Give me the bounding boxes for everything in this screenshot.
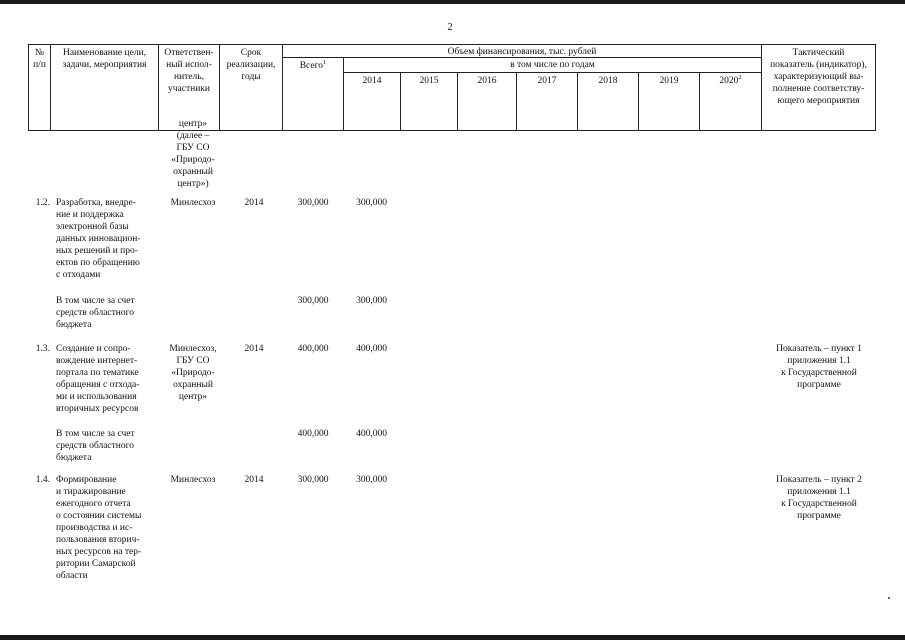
responsible-line: Минлесхоз — [170, 198, 216, 208]
header-col-indicator-line: характеризующий вы- — [773, 72, 864, 82]
header-by-years-text: в том числе по годам — [510, 60, 595, 70]
header-year-2017 — [516, 72, 578, 131]
header-year-text: 2019 — [659, 76, 679, 86]
row-number: 1.3. — [35, 344, 50, 354]
page-bottom-edge — [0, 635, 905, 640]
header-col-name-line: задачи, мероприятия — [62, 60, 147, 70]
header-col-total — [282, 57, 344, 131]
row-name-line: ных решений и про- — [56, 246, 138, 256]
row-name-line: бюджета — [56, 320, 92, 330]
header-col-term-line: годы — [241, 72, 261, 82]
page-number: 2 — [447, 22, 453, 33]
row-name — [56, 474, 160, 582]
responsible-line: (далее – — [176, 131, 210, 141]
row-name-line: вторичных ресурсов — [56, 404, 139, 414]
row-2014-value: 300,000 — [356, 198, 387, 208]
header-col-term — [219, 44, 283, 131]
row-total: 300,000 — [297, 198, 329, 208]
responsible-line: Минлесхоз, — [169, 344, 217, 354]
header-col-number — [28, 44, 51, 131]
header-year-2020-footnote: 2 — [738, 74, 742, 81]
indicator-line: Показатель – пункт 1 — [776, 344, 862, 354]
row-name-line: производства и ис- — [56, 523, 133, 533]
header-by-years — [343, 57, 762, 73]
row-responsible — [158, 474, 228, 486]
row-name-line: Формирование — [56, 475, 117, 485]
header-col-total-text: Всего — [299, 61, 324, 71]
header-col-term-line: реализации, — [226, 60, 276, 70]
row-name — [56, 197, 160, 281]
header-col-number-line: п/п — [33, 60, 46, 70]
header-year-2016 — [457, 72, 517, 131]
row-name-line: В том числе за счет — [56, 429, 135, 439]
indicator-line: программе — [797, 511, 841, 521]
row-total: 300,000 — [297, 296, 329, 306]
header-col-name-line: Наименование цели, — [62, 48, 147, 58]
header-year-2015 — [400, 72, 458, 131]
row-total: 400,000 — [297, 344, 329, 354]
row-name-line: ми и использования — [56, 392, 137, 402]
row-2014-value: 400,000 — [356, 429, 387, 439]
row-name-line: обращения с отхода- — [56, 380, 140, 390]
header-col-indicator — [761, 44, 876, 131]
row-name-line: Разработка, внедре- — [56, 198, 136, 208]
header-year-2014 — [343, 72, 401, 131]
continuation-responsible — [158, 118, 228, 190]
responsible-line: охранный — [173, 167, 213, 177]
header-year-text: 2018 — [598, 76, 618, 86]
row-number: 1.2. — [35, 198, 50, 208]
row-term: 2014 — [244, 198, 264, 208]
row-responsible — [158, 343, 228, 403]
row-name-line: с отходами — [56, 270, 101, 280]
indicator-line: программе — [797, 380, 841, 390]
row-responsible — [158, 197, 228, 209]
header-col-responsible-line: нитель, — [174, 72, 204, 82]
header-col-name — [50, 44, 159, 131]
indicator-line: к Государственной — [781, 499, 857, 509]
row-name-line: пользования вторич- — [56, 535, 140, 545]
responsible-line: охранный — [173, 380, 213, 390]
row-name-line: ектов по обращению — [56, 258, 140, 268]
header-col-indicator-line: полнение соответству- — [772, 84, 865, 94]
responsible-line: Минлесхоз — [170, 475, 216, 485]
row-name-line: средств областного — [56, 308, 135, 318]
header-year-text: 2017 — [537, 76, 557, 86]
row-name — [56, 428, 160, 464]
row-name-line: портала по тематике — [56, 368, 139, 378]
row-name-line: электронной базы — [56, 222, 129, 232]
row-2014-value: 300,000 — [356, 296, 387, 306]
responsible-line: ГБУ СО — [176, 356, 210, 366]
row-name-line: ежегодного отчета — [56, 499, 131, 509]
header-funding-title — [282, 44, 762, 58]
header-col-responsible-line: ный испол- — [166, 60, 212, 70]
row-name-line: В том числе за счет — [56, 296, 135, 306]
row-name-line: о состоянии системы — [56, 511, 142, 521]
row-name-line: области — [56, 571, 88, 581]
header-year-2020 — [699, 72, 762, 131]
row-name-line: данных инновацион- — [56, 234, 141, 244]
row-name-line: ных ресурсов на тер- — [56, 547, 142, 557]
row-indicator — [762, 474, 876, 522]
row-indicator — [762, 343, 876, 391]
header-col-number-line: № — [34, 48, 45, 58]
header-col-responsible-line: Ответствен- — [164, 48, 214, 58]
responsible-line: ГБУ СО — [176, 143, 210, 153]
responsible-line: центр» — [178, 392, 208, 402]
header-year-text: 2016 — [477, 76, 497, 86]
header-col-indicator-line: показатель (индикатор), — [770, 60, 867, 70]
indicator-line: к Государственной — [781, 368, 857, 378]
row-2014-value: 400,000 — [356, 344, 387, 354]
responsible-line: центр» — [178, 119, 208, 129]
responsible-line: «Природо- — [171, 155, 215, 165]
row-name-line: и тиражирование — [56, 487, 126, 497]
row-name-line: средств областного — [56, 441, 135, 451]
page-top-edge — [0, 0, 905, 4]
header-year-text: 2014 — [362, 76, 382, 86]
indicator-line: приложения 1.1 — [787, 487, 851, 497]
responsible-line: центр») — [177, 179, 209, 189]
row-name-line: вождение интернет- — [56, 356, 138, 366]
scan-speck — [888, 597, 890, 599]
header-funding-title-text: Объем финансирования, тыс. рублей — [447, 47, 597, 57]
row-total: 400,000 — [297, 429, 329, 439]
header-year-2018 — [577, 72, 639, 131]
row-term: 2014 — [244, 475, 264, 485]
row-name-line: ние и поддержка — [56, 210, 124, 220]
header-col-indicator-line: Тактический — [792, 48, 845, 58]
indicator-line: приложения 1.1 — [787, 356, 851, 366]
row-name-line: Создание и сопро- — [56, 344, 131, 354]
responsible-line: «Природо- — [171, 368, 215, 378]
header-col-indicator-line: ющего мероприятия — [777, 96, 860, 106]
row-2014-value: 300,000 — [356, 475, 387, 485]
indicator-line: Показатель – пункт 2 — [776, 475, 862, 485]
row-name — [56, 343, 160, 415]
table-header — [28, 44, 876, 131]
header-year-text: 2015 — [419, 76, 439, 86]
header-year-2019 — [638, 72, 700, 131]
row-total: 300,000 — [297, 475, 329, 485]
row-name-line: ритории Самарской — [56, 559, 136, 569]
header-col-responsible-line: участники — [168, 84, 210, 94]
row-name-line: бюджета — [56, 453, 92, 463]
row-number: 1.4. — [35, 475, 50, 485]
header-year-text: 2020 — [719, 76, 739, 86]
header-col-total-footnote: 1 — [323, 59, 327, 66]
header-col-term-line: Срок — [240, 48, 262, 58]
row-name — [56, 295, 160, 331]
row-term: 2014 — [244, 344, 264, 354]
